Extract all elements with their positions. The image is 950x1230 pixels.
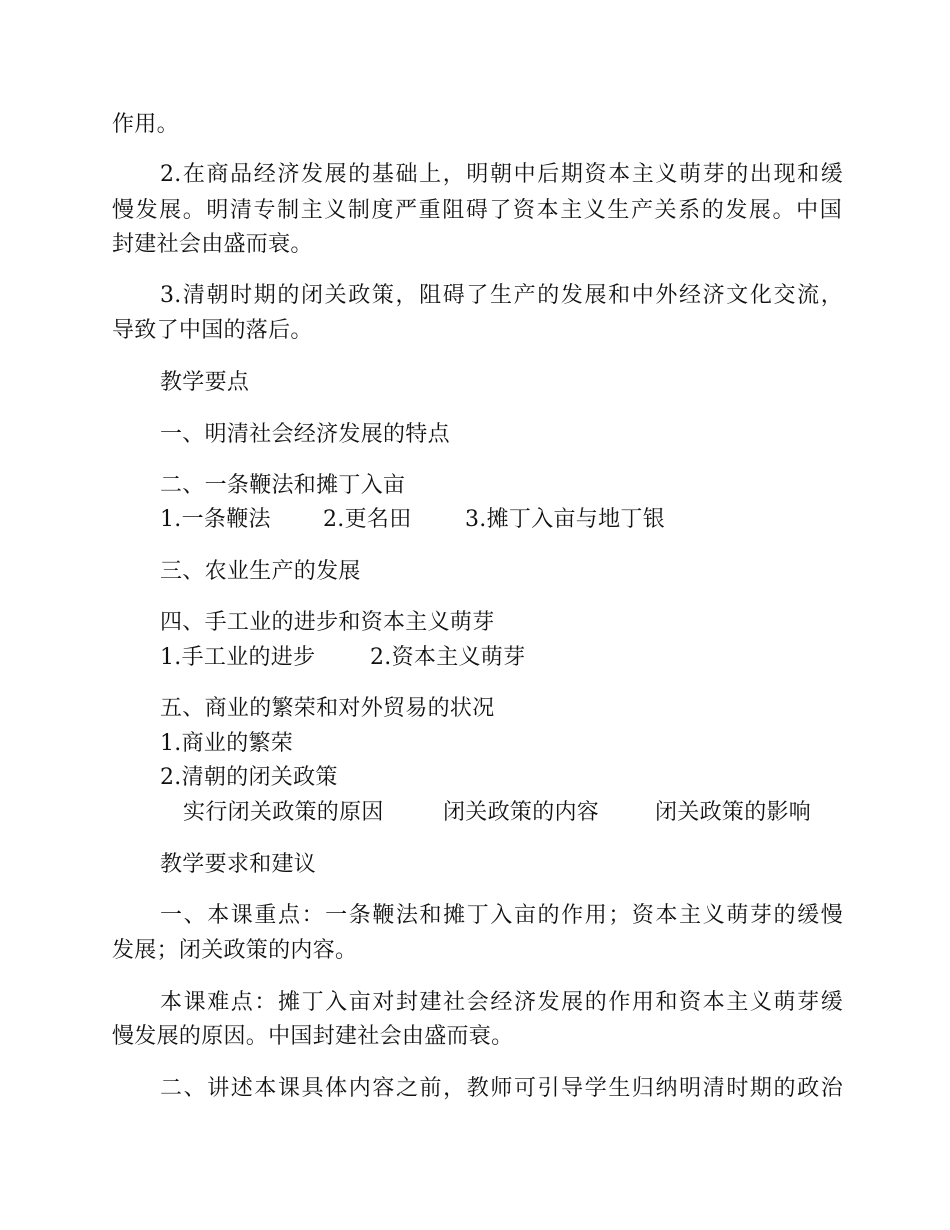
- paragraph-line: 本课难点：摊丁入亩对封建社会经济发展的作用和资本主义萌芽缓: [160, 990, 843, 1015]
- paragraph-line: 3.清朝时期的闭关政策，阻碍了生产的发展和中外经济文化交流，: [160, 283, 843, 308]
- outline-subitem: 1.商业的繁荣: [160, 731, 294, 756]
- outline-item: 五、商业的繁荣和对外贸易的状况: [160, 696, 495, 721]
- paragraph-line: 二、讲述本课具体内容之前，教师可引导学生归纳明清时期的政治: [160, 1076, 843, 1101]
- paragraph-line: 2.在商品经济发展的基础上，明朝中后期资本主义萌芽的出现和缓: [160, 162, 843, 187]
- outline-item: 二、一条鞭法和摊丁入亩: [160, 473, 406, 498]
- paragraph-line: 封建社会由盛而衰。: [112, 232, 313, 257]
- section-heading: 教学要点: [160, 370, 250, 395]
- paragraph-line: 发展；闭关政策的内容。: [112, 938, 358, 963]
- paragraph-line: 慢发展的原因。中国封建社会由盛而衰。: [112, 1024, 514, 1049]
- section-heading: 教学要求和建议: [160, 852, 317, 877]
- paragraph-line: 慢发展。明清专制主义制度严重阻碍了资本主义生产关系的发展。中国: [112, 198, 842, 223]
- outline-subitem: 1.手工业的进步: [160, 645, 316, 670]
- paragraph-line: 一、本课重点：一条鞭法和摊丁入亩的作用；资本主义萌芽的缓慢: [160, 903, 843, 928]
- outline-item: 三、农业生产的发展: [160, 559, 361, 584]
- paragraph-line: 导致了中国的落后。: [112, 318, 313, 343]
- outline-subitem: 1.一条鞭法: [160, 507, 271, 532]
- outline-subitem: 2.更名田: [323, 507, 412, 532]
- outline-item: 一、明清社会经济发展的特点: [160, 422, 450, 447]
- outline-subitem: 2.资本主义萌芽: [370, 645, 526, 670]
- outline-subitem: 2.清朝的闭关政策: [160, 765, 338, 790]
- outline-subitem: 闭关政策的影响: [655, 800, 812, 825]
- outline-subitem: 3.摊丁入亩与地丁银: [465, 507, 665, 532]
- outline-subitem: 实行闭关政策的原因: [183, 800, 384, 825]
- paragraph-line: 作用。: [112, 112, 179, 137]
- outline-subitem: 闭关政策的内容: [443, 800, 600, 825]
- outline-item: 四、手工业的进步和资本主义萌芽: [160, 610, 495, 635]
